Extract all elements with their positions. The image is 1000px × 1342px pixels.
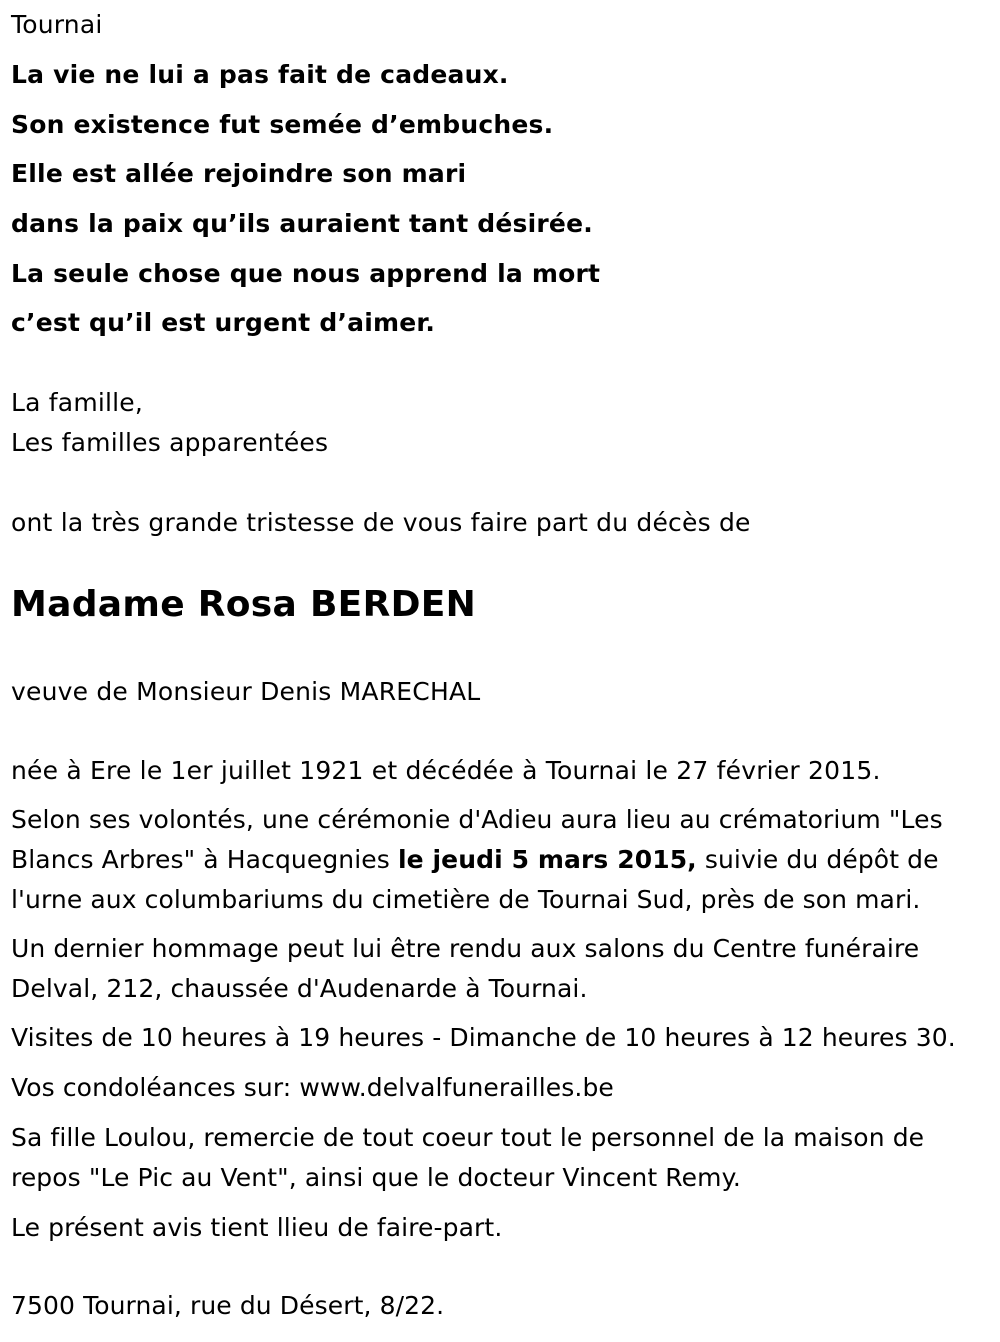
notice-text: Le présent avis tient llieu de faire-part.: [11, 1213, 503, 1242]
ceremony-text-continued: suivie du dépôt de l'urne aux columbariums du cimetière de Tournai Sud, près de son mari.: [11, 845, 939, 914]
homage-paragraph: Un dernier hommage peut lui être rendu aux salons du Centre funéraire Delval, 212, chaussée d'Audenarde à Tournai.: [11, 934, 920, 1003]
poem-line: Elle est allée rejoindre son mari: [11, 159, 467, 188]
ceremony-date: le jeudi 5 mars 2015,: [397, 845, 697, 874]
poem-line: Son existence fut semée d’embuches.: [11, 110, 554, 139]
spouse-text: veuve de Monsieur Denis MARECHAL: [11, 677, 481, 706]
family-line: La famille,: [11, 388, 144, 417]
thanks-paragraph: Sa fille Loulou, remercie de tout coeur tout le personnel de la maison de repos "Le Pic au Vent", ainsi que le docteur Vincent Remy.: [11, 1123, 925, 1192]
family-line: Les familles apparentées: [11, 428, 329, 457]
poem-line: c’est qu’il est urgent d’aimer.: [11, 308, 436, 337]
birth-death-text: née à Ere le 1er juillet 1921 et décédée à Tournai le 27 février 2015.: [11, 756, 881, 785]
address-text: 7500 Tournai, rue du Désert, 8/22.: [11, 1291, 445, 1320]
announcement-text: ont la très grande tristesse de vous faire part du décès de: [11, 508, 751, 537]
poem-line: dans la paix qu’ils auraient tant désirée.: [11, 209, 593, 238]
deceased-name: Madame Rosa BERDEN: [11, 584, 477, 625]
ceremony-paragraph: [11, 800, 996, 920]
poem-line: La seule chose que nous apprend la mort: [11, 259, 601, 288]
poem-line: La vie ne lui a pas fait de cadeaux.: [11, 60, 509, 89]
ceremony-text: Selon ses volontés, une cérémonie d'Adieu aura lieu au crématorium "Les Blancs Arbres" à Hacquegnies: [11, 805, 943, 874]
visits-text: Visites de 10 heures à 19 heures - Dimanche de 10 heures à 12 heures 30.: [11, 1023, 956, 1052]
condolences-text: Vos condoléances sur: www.delvalfunerailles.be: [11, 1073, 614, 1102]
location-heading: Tournai: [11, 10, 103, 39]
